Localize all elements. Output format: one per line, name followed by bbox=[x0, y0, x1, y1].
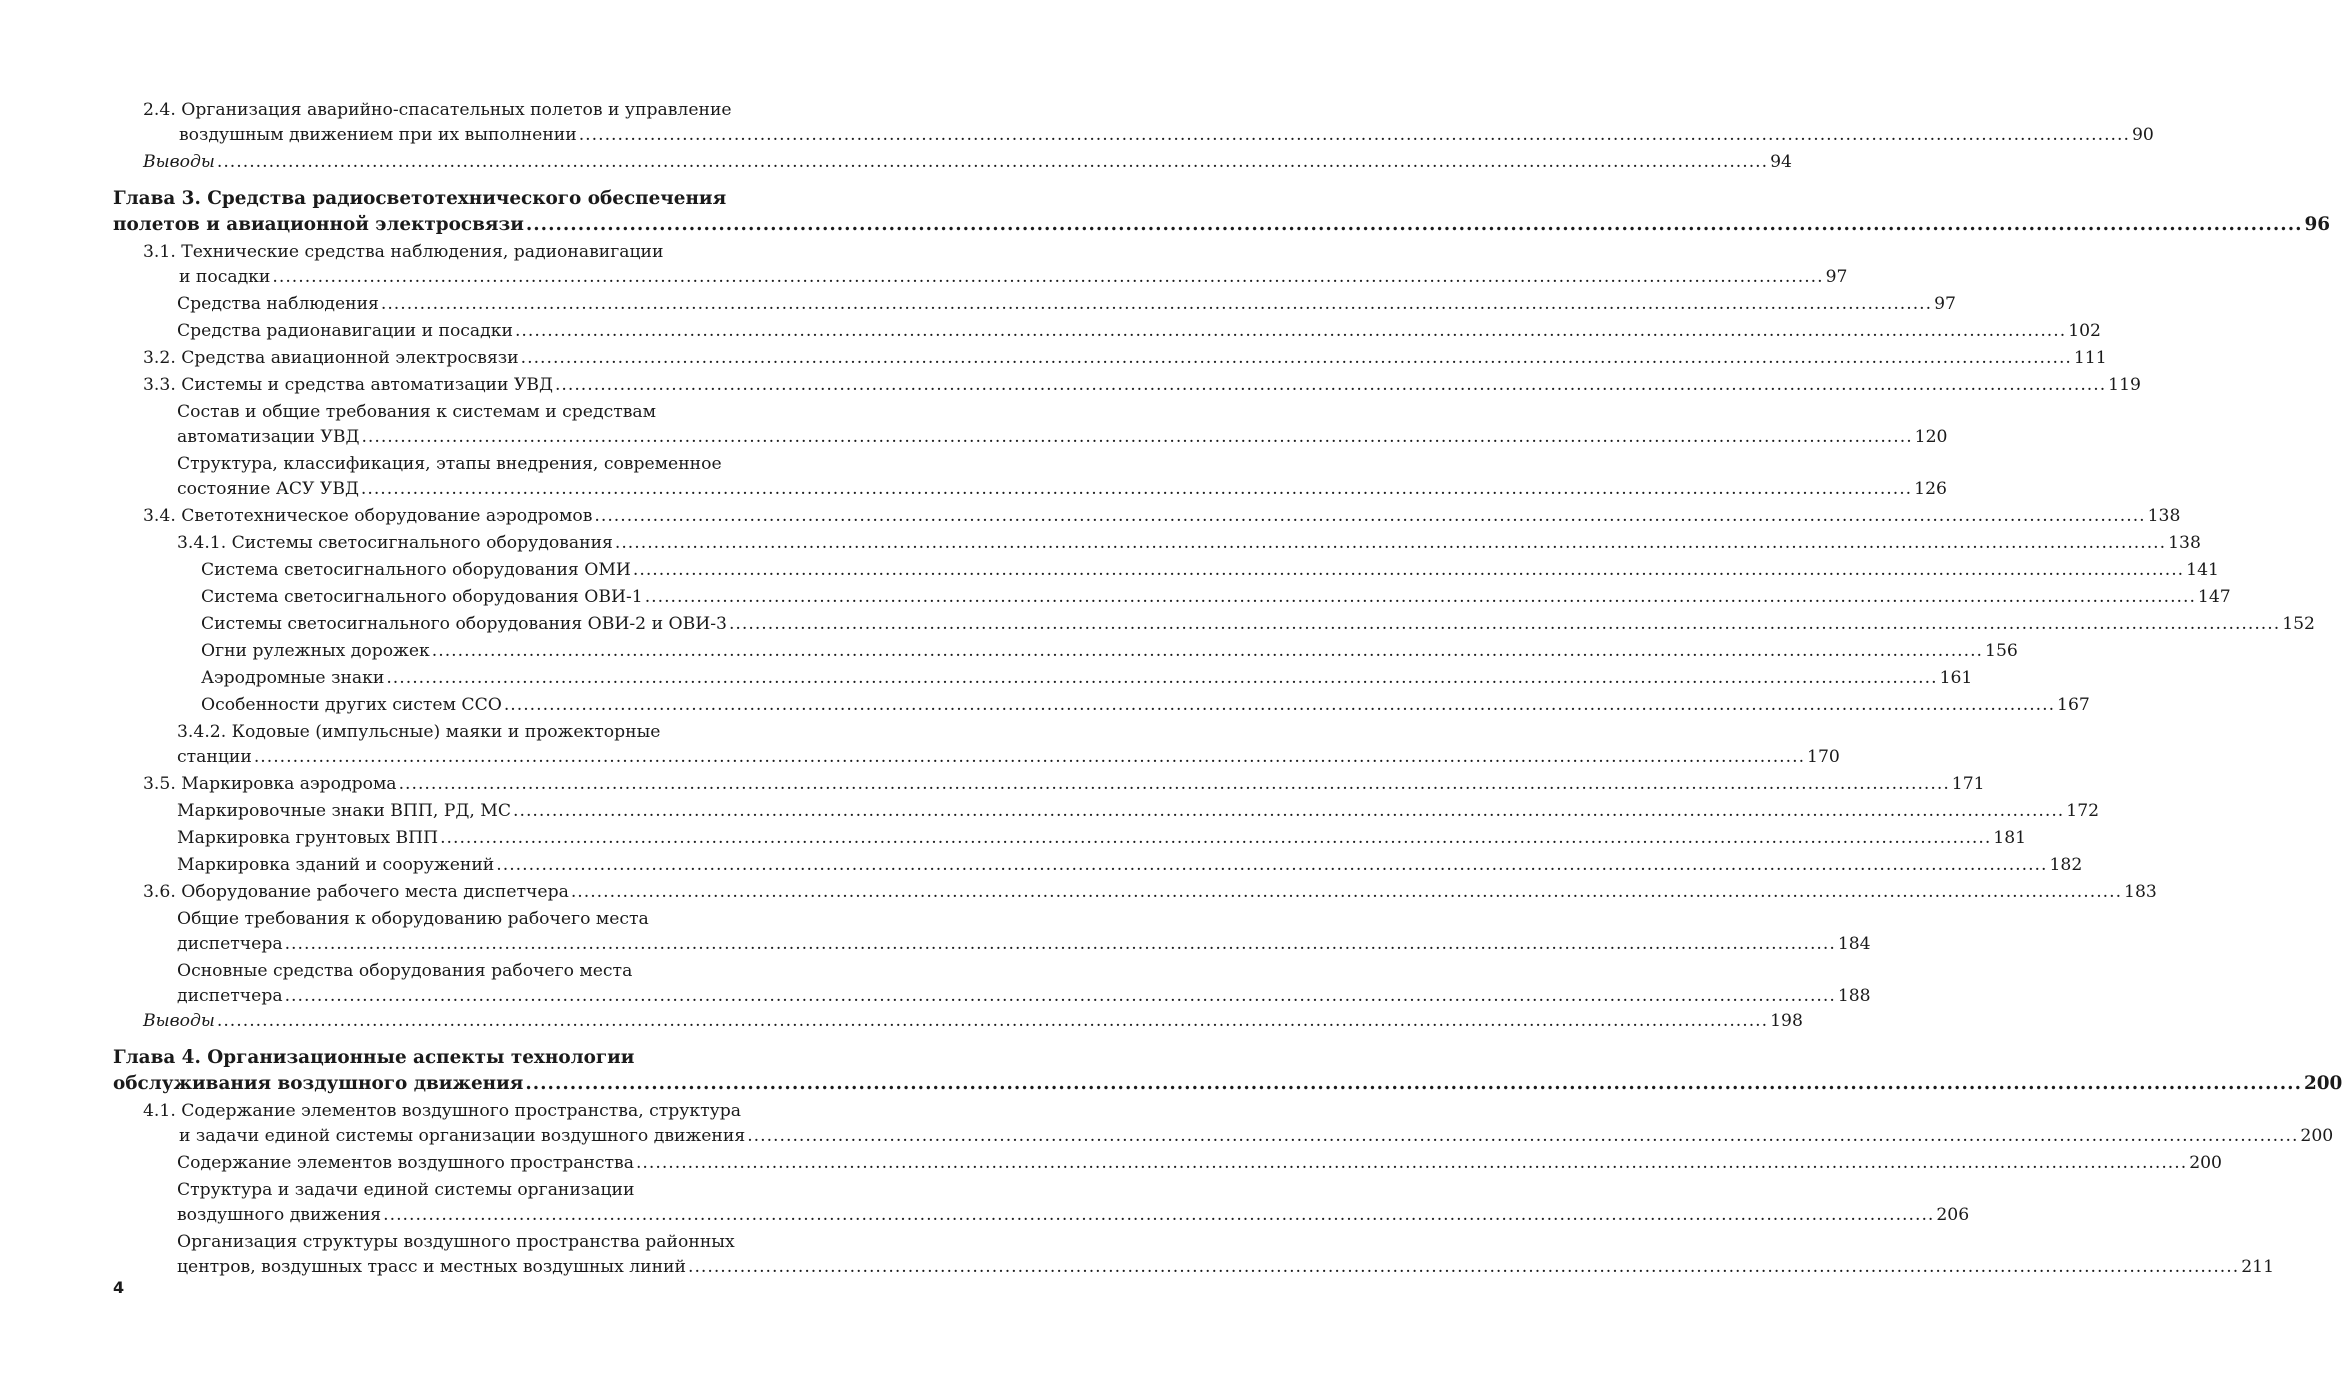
page-ref: 138 bbox=[2168, 533, 2201, 553]
page-ref: 147 bbox=[2197, 587, 2231, 607]
leader-dots bbox=[594, 504, 2145, 529]
page-ref: 182 bbox=[2049, 855, 2083, 875]
toc-entry-title: Система светосигнального оборудования ОМИ bbox=[201, 560, 631, 580]
toc-entry-2-4[interactable] bbox=[113, 98, 2154, 148]
page-ref: 170 bbox=[1807, 747, 1840, 767]
page-ref: 161 bbox=[1939, 668, 1973, 688]
leader-dots bbox=[440, 826, 1991, 851]
page-ref: 188 bbox=[1837, 986, 1871, 1006]
leader-dots bbox=[361, 477, 1912, 502]
toc-entry-title: Маркировка зданий и сооружений bbox=[177, 855, 495, 875]
toc-entry-3-3-a[interactable] bbox=[113, 400, 1948, 450]
page-ref: 167 bbox=[2057, 695, 2090, 715]
toc-entry-ch2-conclusions[interactable] bbox=[113, 150, 1792, 175]
toc-entry-line: Организация структуры воздушного пространства районных bbox=[177, 1232, 735, 1252]
leader-dots bbox=[285, 932, 1836, 957]
toc-entry-title: Аэродромные знаки bbox=[201, 668, 385, 688]
leader-dots bbox=[579, 123, 2130, 148]
toc-entry-title: Средства радионавигации и посадки bbox=[177, 321, 513, 341]
leader-dots bbox=[633, 558, 2184, 583]
toc-entry-title: Особенности других систем ССО bbox=[201, 695, 502, 715]
toc-entry-3-4-1-e[interactable] bbox=[113, 666, 1973, 691]
page-ref: 94 bbox=[1770, 152, 1792, 172]
leader-dots bbox=[361, 425, 1912, 450]
leader-dots bbox=[688, 1255, 2239, 1280]
page-ref: 200 bbox=[2189, 1153, 2222, 1173]
leader-dots bbox=[555, 373, 2106, 398]
toc-entry-line: 3.1. Технические средства наблюдения, радионавигации bbox=[143, 242, 664, 262]
toc-entry-line: Состав и общие требования к системам и средствам bbox=[177, 402, 656, 422]
page-ref: 184 bbox=[1837, 934, 1871, 954]
table-of-contents bbox=[113, 98, 2342, 1282]
toc-entry-line: Общие требования к оборудованию рабочего места bbox=[177, 909, 649, 929]
leader-dots bbox=[515, 319, 2066, 344]
toc-entry-3-5-c[interactable] bbox=[113, 853, 2083, 878]
toc-entry-3-5-a[interactable] bbox=[113, 799, 2100, 824]
page-ref: 97 bbox=[1825, 267, 1848, 287]
leader-dots bbox=[504, 693, 2055, 718]
toc-entry-3-6-b[interactable] bbox=[113, 959, 1871, 1009]
page-ref: 102 bbox=[2068, 321, 2101, 341]
page-ref: 172 bbox=[2066, 801, 2100, 821]
toc-entry-title: 3.3. Системы и средства автоматизации УВД bbox=[143, 375, 553, 395]
toc-entry-line: воздушного движения bbox=[177, 1205, 382, 1225]
toc-entry-title: Содержание элементов воздушного пространства bbox=[177, 1153, 634, 1173]
leader-dots bbox=[432, 639, 1983, 664]
toc-entry-line: диспетчера bbox=[177, 934, 283, 954]
chapter-title-line: Глава 3. Средства радиосветотехнического обеспечения bbox=[113, 188, 727, 209]
toc-entry-line: Основные средства оборудования рабочего места bbox=[177, 961, 633, 981]
toc-entry-3-6-a[interactable] bbox=[113, 907, 1871, 957]
page-ref: 138 bbox=[2147, 506, 2181, 526]
toc-entry-title: Маркировка грунтовых ВПП bbox=[177, 828, 439, 848]
toc-entry-title: Системы светосигнального оборудования ОВИ-2 и ОВИ-3 bbox=[201, 614, 727, 634]
leader-dots bbox=[217, 150, 1768, 175]
toc-entry-3-1-a[interactable] bbox=[113, 292, 1956, 317]
toc-entry-4-1-a[interactable] bbox=[113, 1151, 2222, 1176]
leader-dots bbox=[254, 745, 1805, 770]
toc-entry-line: состояние АСУ УВД bbox=[177, 479, 359, 499]
leader-dots bbox=[571, 880, 2122, 905]
toc-entry-title: 3.6. Оборудование рабочего места диспетчера bbox=[143, 882, 569, 902]
toc-entry-title: Система светосигнального оборудования ОВИ-1 bbox=[201, 587, 643, 607]
toc-entry-3-5-b[interactable] bbox=[113, 826, 2027, 851]
page-ref: 171 bbox=[1951, 774, 1985, 794]
toc-entry-title: Выводы bbox=[143, 152, 215, 172]
page-ref: 200 bbox=[2303, 1073, 2342, 1094]
toc-entry-line: и задачи единой системы организации воздушного движения bbox=[179, 1126, 746, 1146]
toc-entry-3-4-1-b[interactable] bbox=[113, 585, 2231, 610]
page-ref: 200 bbox=[2300, 1126, 2334, 1146]
toc-entry-3-4-1-d[interactable] bbox=[113, 639, 2018, 664]
toc-entry-ch3-conclusions[interactable] bbox=[113, 1009, 1803, 1034]
leader-dots bbox=[217, 1009, 1768, 1034]
toc-entry-line: диспетчера bbox=[177, 986, 283, 1006]
leader-dots bbox=[729, 612, 2280, 637]
page-ref: 97 bbox=[1934, 294, 1956, 314]
toc-entry-3-6[interactable] bbox=[113, 880, 2157, 905]
toc-entry-line: 3.4.2. Кодовые (импульсные) маяки и прожекторные bbox=[177, 722, 661, 742]
leader-dots bbox=[399, 772, 1950, 797]
leader-dots bbox=[285, 984, 1836, 1009]
page-ref: 120 bbox=[1914, 427, 1948, 447]
toc-entry-3-4[interactable] bbox=[113, 504, 2181, 529]
toc-entry-title: 3.4.1. Системы светосигнального оборудования bbox=[177, 533, 613, 553]
leader-dots bbox=[525, 1071, 2302, 1097]
toc-entry-3-4-1-f[interactable] bbox=[113, 693, 2090, 718]
toc-entry-line: автоматизации УВД bbox=[177, 427, 360, 447]
page-ref: 111 bbox=[2073, 348, 2107, 368]
leader-dots bbox=[381, 292, 1932, 317]
toc-entry-title: Выводы bbox=[143, 1011, 215, 1031]
leader-dots bbox=[526, 212, 2303, 238]
leader-dots bbox=[615, 531, 2166, 556]
toc-chapter-3[interactable] bbox=[113, 186, 2331, 238]
toc-chapter-4[interactable] bbox=[113, 1045, 2342, 1097]
toc-entry-3-4-1[interactable] bbox=[113, 531, 2201, 556]
toc-entry-title: 3.2. Средства авиационной электросвязи bbox=[143, 348, 519, 368]
toc-entry-3-1[interactable] bbox=[113, 240, 1848, 290]
page-ref: 152 bbox=[2282, 614, 2315, 634]
toc-entry-3-4-1-a[interactable] bbox=[113, 558, 2219, 583]
toc-entry-line: 2.4. Организация аварийно-спасательных полетов и управление bbox=[143, 100, 732, 120]
leader-dots bbox=[513, 799, 2064, 824]
page-ref: 198 bbox=[1770, 1011, 1803, 1031]
page-number: 4 bbox=[113, 1278, 125, 1297]
toc-entry-line: 4.1. Содержание элементов воздушного пространства, структура bbox=[143, 1101, 742, 1121]
leader-dots bbox=[496, 853, 2047, 878]
toc-entry-3-2[interactable] bbox=[113, 346, 2107, 371]
toc-entry-4-1-c[interactable] bbox=[113, 1230, 2275, 1280]
chapter-title-line: Глава 4. Организационные аспекты технологии bbox=[113, 1047, 635, 1068]
toc-entry-3-3[interactable] bbox=[113, 373, 2141, 398]
toc-entry-4-1[interactable] bbox=[113, 1099, 2334, 1149]
toc-entry-line: воздушным движением при их выполнении bbox=[179, 125, 577, 145]
toc-entry-4-1-b[interactable] bbox=[113, 1178, 1970, 1228]
page-ref: 206 bbox=[1936, 1205, 1970, 1225]
page-ref: 90 bbox=[2131, 125, 2154, 145]
toc-entry-line: центров, воздушных трасс и местных воздушных линий bbox=[177, 1257, 686, 1277]
toc-entry-title: Средства наблюдения bbox=[177, 294, 379, 314]
chapter-title-line: полетов и авиационной электросвязи bbox=[113, 214, 524, 235]
page-ref: 211 bbox=[2241, 1257, 2275, 1277]
toc-entry-3-4-2[interactable] bbox=[113, 720, 1840, 770]
toc-entry-line: и посадки bbox=[179, 267, 271, 287]
toc-entry-title: Маркировочные знаки ВПП, РД, МС bbox=[177, 801, 512, 821]
toc-entry-title: Огни рулежных дорожек bbox=[201, 641, 430, 661]
page-ref: 181 bbox=[1993, 828, 2027, 848]
leader-dots bbox=[645, 585, 2196, 610]
toc-entry-3-1-b[interactable] bbox=[113, 319, 2101, 344]
chapter-title-line: обслуживания воздушного движения bbox=[113, 1073, 524, 1094]
toc-entry-title: 3.4. Светотехническое оборудование аэродромов bbox=[143, 506, 593, 526]
page-ref: 183 bbox=[2124, 882, 2157, 902]
toc-entry-title: 3.5. Маркировка аэродрома bbox=[143, 774, 397, 794]
page-ref: 156 bbox=[1985, 641, 2018, 661]
leader-dots bbox=[386, 666, 1937, 691]
page-ref: 119 bbox=[2108, 375, 2141, 395]
toc-entry-3-5[interactable] bbox=[113, 772, 1985, 797]
toc-entry-3-3-b[interactable] bbox=[113, 452, 1947, 502]
toc-entry-line: Структура и задачи единой системы организации bbox=[177, 1180, 635, 1200]
toc-entry-3-4-1-c[interactable] bbox=[113, 612, 2315, 637]
leader-dots bbox=[747, 1124, 2298, 1149]
toc-entry-line: Структура, классификация, этапы внедрения, современное bbox=[177, 454, 722, 474]
page-ref: 96 bbox=[2304, 214, 2331, 235]
toc-entry-line: станции bbox=[177, 747, 252, 767]
leader-dots bbox=[383, 1203, 1934, 1228]
leader-dots bbox=[272, 265, 1823, 290]
leader-dots bbox=[636, 1151, 2187, 1176]
leader-dots bbox=[521, 346, 2072, 371]
page-ref: 141 bbox=[2186, 560, 2219, 580]
page-ref: 126 bbox=[1914, 479, 1947, 499]
